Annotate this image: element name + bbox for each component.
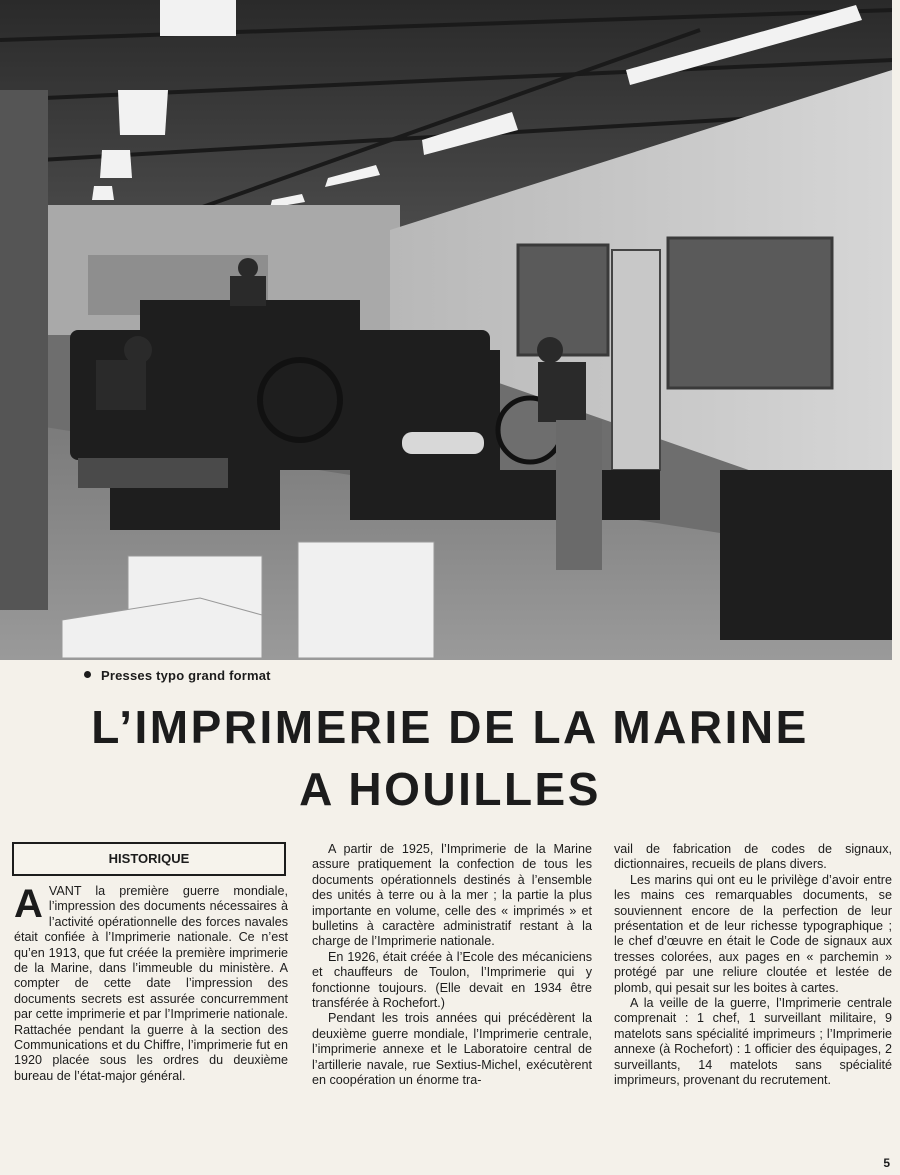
paragraph: vail de fabrication de codes de signaux, dictionnaires, recueils de plans divers.: [614, 842, 892, 872]
bullet-icon: [84, 671, 91, 678]
headline-line-1: L’IMPRIMERIE DE LA MARINE: [91, 701, 809, 753]
text-column-3: [614, 842, 892, 1089]
text-column-1: [14, 884, 288, 1084]
text-column-2: [312, 842, 592, 1089]
paragraph: VANT la première guerre mondiale, l’impression des documents nécessaires à l’activité opérationnelle des forces navales était confiée à l’Imprimerie nationale. Ce n’est qu’en 1913, que fut créée la première imprimerie de la Marine, dans l’immeuble du ministère. A compter de cette date l’impression des documents secrets est assurée concurremment par cette imprimerie et par l’Imprimerie nationale. Rattachée pendant la guerre à la section des Communications et du Chiffre, l’imprimerie fut en 1920 placée sous les ordres du deuxième bureau de l’état-major général.: [14, 884, 288, 1083]
photo-caption: Presses typo grand format: [84, 668, 271, 683]
headline-line-2: A HOUILLES: [299, 763, 601, 815]
drop-cap: A: [14, 882, 43, 926]
section-title-box: HISTORIQUE: [12, 842, 286, 876]
paragraph: Les marins qui ont eu le privilège d’avoir entre les mains ces remarquables documents, se souviennent encore de la perfection de leur présentation et de leur richesse typographique ; le chef d’œuvre en était le Code de signaux aux tresses colorées, aux pages en « parchemin » protégé par une reliure cloutée et lestée de plomb, qui pesait sur les boites à cartes.: [614, 872, 892, 995]
paragraph: A partir de 1925, l’Imprimerie de la Marine assure pratiquement la confection de tous les documents opérationnels destinés à l’ensemble des unités à terre ou à la mer ; la partie la plus importante en volume, celle des « imprimés » et bulletins à caractère administratif restant à la charge de l’Imprimerie nationale.: [312, 842, 592, 949]
paragraph: A la veille de la guerre, l’Imprimerie centrale comprenait : 1 chef, 1 surveillant militaire, 9 matelots sans spécialité imprimeurs ; l’Imprimerie annexe (à Rochefort) : 1 officier des équipages, 2 surveillants, 14 matelots sans spécialité imprimeurs, provenant du recrutement.: [614, 996, 892, 1088]
paragraph: Pendant les trois années qui précédèrent la deuxième guerre mondiale, l’Imprimerie centrale, l’imprimerie annexe et le Laboratoire central de l’artillerie navale, rue Sextius-Michel, exécutèrent en coopération un énorme tra-: [312, 1011, 592, 1088]
page-number: 5: [883, 1156, 890, 1170]
paragraph: En 1926, était créée à l’Ecole des mécaniciens et chauffeurs de Toulon, l’Imprimerie qui y fonctionne toujours. (Elle devait en 1934 être transférée à Rochefort.): [312, 949, 592, 1011]
